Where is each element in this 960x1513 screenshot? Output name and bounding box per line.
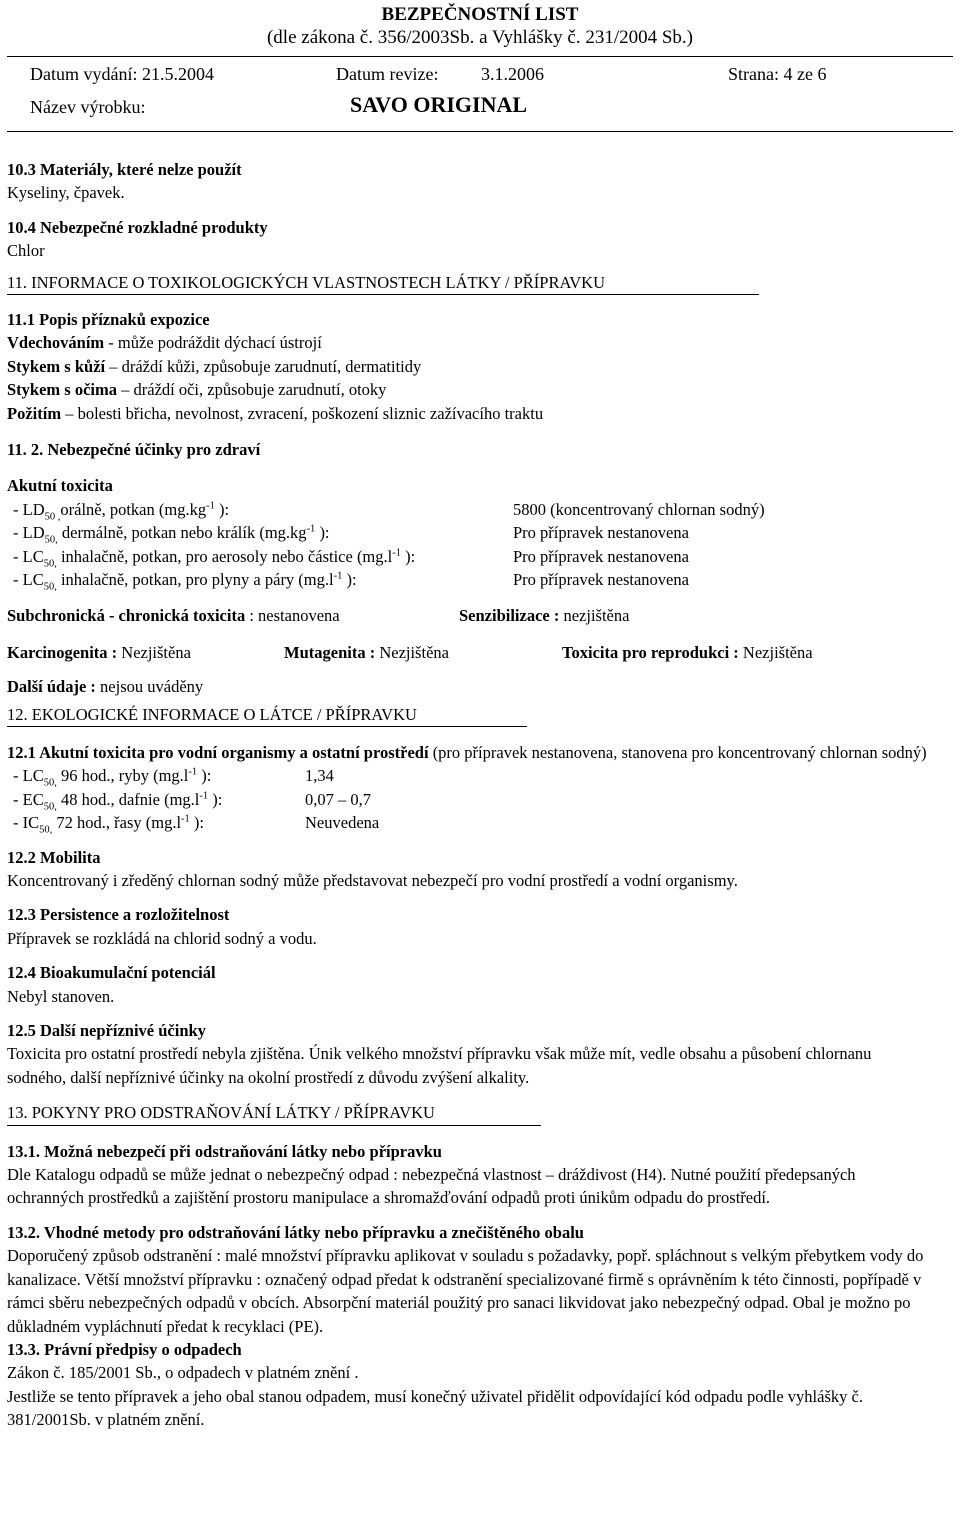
toxicity-description: dermálně, potkan nebo králík (mg.kg [57, 523, 307, 543]
toxicity-subscript: 50, [43, 777, 57, 789]
toxicity-row [7, 498, 953, 521]
section-12-3-text: Přípravek se rozkládá na chlorid sodný a vodu. [7, 928, 317, 948]
section-12-1-text: (pro přípravek nestanovena, stanovena pro koncentrovaný chlornan sodný) [428, 743, 927, 763]
exposure-list [7, 331, 953, 425]
toxicity-measure [13, 568, 357, 591]
section-12-2-text: Koncentrovaný i zředěný chlornan sodný může představovat nebezpečí pro vodní prostředí a vodní organismy. [7, 871, 738, 891]
document-subtitle: (dle zákona č. 356/2003Sb. a Vyhlášky č. 231/2004 Sb.) [266, 27, 694, 48]
toxicity-row [7, 788, 953, 811]
toxicity-superscript: -1 [206, 500, 215, 512]
exposure-label: Vdechováním [7, 333, 105, 353]
toxicity-value: 0,07 – 0,7 [305, 789, 371, 809]
toxicity-row [7, 764, 953, 787]
revision-date: 3.1.2006 [481, 64, 544, 84]
toxicity-measure [13, 788, 222, 811]
toxicity-suffix: ): [189, 813, 204, 833]
toxicity-superscript: -1 [333, 570, 343, 582]
exposure-item [7, 402, 953, 425]
exposure-text: - může podráždit dýchací ústrojí [104, 333, 322, 353]
section-12-5-text: Toxicita pro ostatní prostředí nebyla zjištěna. Únik velkého množství přípravku však může mít, vedle obsahu a působení chlornanu sodného, další nepříznivé účinky na okolní prostředí z důvodu zvýšení alkality. [7, 1044, 872, 1087]
repro-label: Toxicita pro reprodukci : [562, 642, 739, 662]
other-label: Další údaje : [7, 677, 96, 697]
toxicity-description: inhalačně, potkan, pro aerosoly nebo částice (mg.l [56, 546, 393, 566]
toxicity-row [7, 568, 953, 591]
toxicity-suffix: ): [315, 523, 330, 543]
exposure-item [7, 331, 953, 354]
toxicity-description: inhalačně, potkan, pro plyny a páry (mg.l [56, 570, 334, 590]
section-10-3-text: Kyseliny, čpavek. [7, 183, 125, 203]
section-12-2-title: 12.2 Mobilita [7, 847, 101, 867]
toxicity-subscript: 50, [43, 581, 57, 593]
product-label: Název výrobku: [30, 97, 146, 117]
section-10-3-title: 10.3 Materiály, které nelze použít [7, 160, 242, 179]
toxicity-suffix: ): [208, 789, 223, 809]
header-product-row [7, 90, 953, 123]
section-13-1-title: 13.1. Možná nebezpečí při odstraňování látky nebo přípravku [7, 1141, 442, 1161]
toxicity-prefix: - LD [13, 523, 45, 543]
subchronic-value: : nestanovena [245, 606, 340, 626]
exposure-item [7, 355, 953, 378]
toxicity-measure [13, 764, 211, 787]
toxicity-value: Neuvedena [305, 813, 380, 833]
toxicity-value: Pro přípravek nestanovena [513, 523, 689, 543]
exposure-label: Stykem s očima [7, 380, 117, 400]
toxicity-superscript: -1 [188, 766, 198, 778]
section-12-3-title: 12.3 Persistence a rozložitelnost [7, 905, 230, 925]
revision-label: Datum revize: [336, 64, 439, 84]
section-12-4-text: Nebyl stanoven. [7, 986, 115, 1006]
exposure-text: – bolesti břicha, nevolnost, zvracení, poškození sliznic zažívacího traktu [61, 403, 544, 423]
section-13-1-text: Dle Katalogu odpadů se může jednat o nebezpečný odpad : nebezpečná vlastnost – dráždivost (H4). Nutné použití předepsaných ochranných prostředků a zajištění prostoru manipulace a shromažďování odpadů proti únikům odpadu do prostředí. [7, 1165, 856, 1208]
section-13-3-title: 13.3. Právní předpisy o odpadech [7, 1339, 242, 1359]
carcino-label: Karcinogenita : [7, 642, 118, 662]
section-13-3-text-1: Zákon č. 185/2001 Sb., o odpadech v platném znění . [7, 1363, 359, 1383]
toxicity-prefix: - LC [13, 570, 44, 590]
toxicity-prefix: - LC [13, 766, 44, 786]
subchronic-label: Subchronická - chronická toxicita [7, 606, 246, 626]
section-11-title: 11. INFORMACE O TOXIKOLOGICKÝCH VLASTNOSTECH LÁTKY / PŘÍPRAVKU [7, 271, 759, 295]
toxicity-description: 48 hod., dafnie (mg.l [56, 789, 200, 809]
section-13-3-text-2: Jestliže se tento přípravek a jeho obal stanou odpadem, musí konečný uživatel přidělit odpovídající kód odpadu podle vyhlášky č. 381/2001Sb. v platném znění. [7, 1386, 863, 1430]
toxicity-value: 1,34 [305, 766, 334, 786]
toxicity-superscript: -1 [199, 790, 209, 802]
toxicity-suffix: ): [342, 570, 357, 590]
toxicity-description: 72 hod., řasy (mg.l [52, 813, 182, 833]
section-10-4-title: 10.4 Nebezpečné rozkladné produkty [7, 217, 268, 237]
section-11-2-title: 11. 2. Nebezpečné účinky pro zdraví [7, 440, 261, 460]
section-12-title: 12. EKOLOGICKÉ INFORMACE O LÁTCE / PŘÍPRAVKU [7, 703, 527, 727]
exposure-text: – dráždí kůži, způsobuje zarudnutí, dermatitidy [105, 356, 422, 376]
muta-value: Nezjištěna [375, 642, 449, 662]
toxicity-row [7, 811, 953, 834]
toxicity-subscript: 50, [44, 534, 58, 546]
product-name: SAVO ORIGINAL [350, 92, 528, 117]
muta-label: Mutagenita : [284, 642, 376, 662]
toxicity-superscript: -1 [392, 547, 401, 559]
section-10-4-text: Chlor [7, 241, 45, 261]
toxicity-subscript: 50, [39, 824, 53, 836]
section-13-2-text: Doporučený způsob odstranění : malé množství přípravku aplikovat v souladu s požadavky, popř. spláchnout s velkým přebytkem vody do kanalizace. Větší množství přípravku : označený odpad předat k odstranění specializované firmě s oprávněním k této činnosti, popřípadě v rámci sběru nebezpečných odpadů v obcích. Absorpční materiál použitý pro sanaci likvidovat jako nebezpečný odpad. Obal je možno po důkladném vypláchnutí předat k recyklaci (PE). [7, 1246, 924, 1336]
toxicity-suffix: ): [214, 499, 230, 519]
sensitization-value: nezjištěna [559, 606, 630, 626]
repro-value: Nezjištěna [738, 642, 813, 662]
section-12-1-para [7, 741, 953, 764]
document-title: BEZPEČNOSTNÍ LIST [381, 4, 579, 25]
header-dates-row [7, 57, 953, 90]
exposure-text: – dráždí oči, způsobuje zarudnutí, otoky [117, 380, 387, 400]
exposure-label: Požitím [7, 403, 62, 423]
toxicity-value: Pro přípravek nestanovena [513, 546, 689, 566]
carcino-value: Nezjištěna [117, 642, 191, 662]
toxicity-value: Pro přípravek nestanovena [513, 570, 689, 590]
toxicity-prefix: - LC [13, 546, 44, 566]
page-number: Strana: 4 ze 6 [728, 64, 827, 84]
acute-toxicity-title: Akutní toxicita [7, 476, 113, 496]
toxicity-description: 96 hod., ryby (mg.l [56, 766, 189, 786]
sensitization-label: Senzibilizace : [459, 606, 560, 626]
toxicity-superscript: -1 [181, 813, 190, 825]
issue-date: Datum vydání: 21.5.2004 [30, 64, 214, 84]
section-13-2-title: 13.2. Vhodné metody pro odstraňování látky nebo přípravku a znečištěného obalu [7, 1222, 584, 1242]
toxicity-row [7, 545, 953, 568]
toxicity-value: 5800 (koncentrovaný chlornan sodný) [513, 499, 765, 519]
section-13-title: 13. POKYNY PRO ODSTRAŇOVÁNÍ LÁTKY / PŘÍPRAVKU [7, 1101, 541, 1125]
toxicity-measure [13, 811, 204, 834]
section-12-4-title: 12.4 Bioakumulační potenciál [7, 963, 216, 983]
toxicity-prefix: - EC [13, 789, 44, 809]
toxicity-subscript: 50 , [44, 511, 61, 523]
toxicity-measure [13, 498, 229, 521]
other-row [7, 675, 953, 698]
section-11-1-title: 11.1 Popis příznaků expozice [7, 310, 210, 330]
toxicity-description: orálně, potkan (mg.kg [60, 499, 207, 519]
section-12-5-title: 12.5 Další nepříznivé účinky [7, 1021, 206, 1041]
toxicity-row [7, 521, 953, 544]
toxicity-subscript: 50, [43, 557, 57, 569]
section-12-1-title: 12.1 Akutní toxicita pro vodní organismy a ostatní prostředí [7, 743, 429, 763]
other-value: nejsou uváděny [95, 677, 204, 697]
toxicity-suffix: ): [400, 546, 416, 566]
carcino-row [7, 641, 953, 664]
subchronic-row [7, 604, 953, 627]
toxicity-prefix: - IC [13, 813, 40, 833]
document-page [7, 0, 953, 1432]
toxicity-superscript: -1 [306, 523, 316, 535]
toxicity-measure [13, 545, 415, 568]
toxicity-suffix: ): [197, 766, 212, 786]
exposure-label: Stykem s kůží [7, 356, 106, 376]
exposure-item [7, 378, 953, 401]
toxicity-subscript: 50, [43, 801, 57, 813]
aquatic-toxicity-list [7, 764, 953, 834]
acute-toxicity-list [7, 498, 953, 592]
toxicity-measure [13, 521, 330, 544]
toxicity-prefix: - LD [13, 499, 45, 519]
